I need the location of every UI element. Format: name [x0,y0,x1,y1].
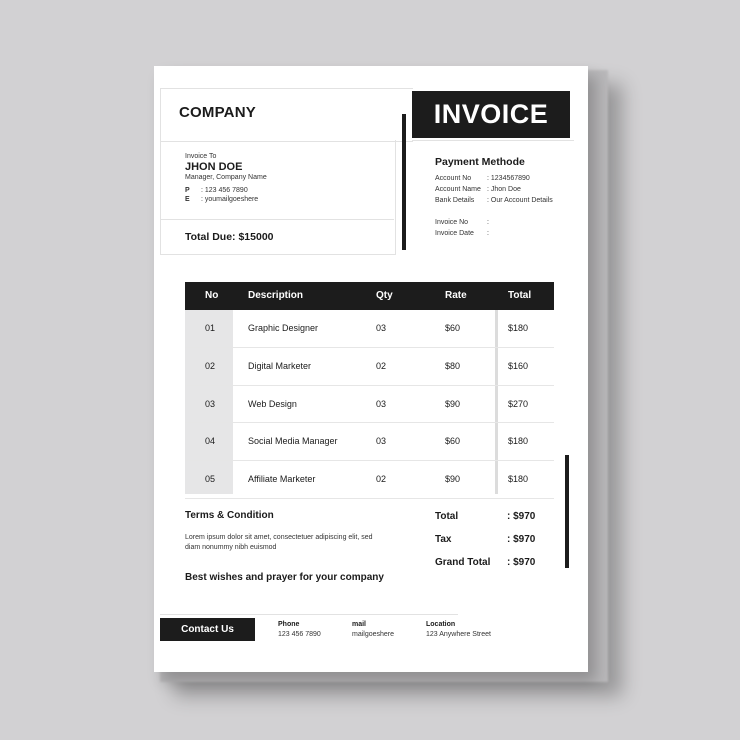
terms-text: Lorem ipsum dolor sit amet, consectetuer adipiscing elit, sed diam nonummy nibh euismod [185,534,373,551]
footer-location-label: Location [426,621,456,628]
invoice-title: INVOICE [412,91,570,138]
payment-value: : 1234567890 [487,175,530,182]
header-description: Description [248,290,304,301]
summary-grand-total-label: Grand Total [435,557,491,568]
payment-row [435,175,530,182]
payment-row [435,186,521,193]
summary-tax-value: : $970 [507,534,536,545]
header-divider [412,140,574,141]
footer-phone-label: Phone [278,621,300,628]
payment-key: Bank Details [435,197,475,204]
row-rate: $60 [445,436,461,447]
table-row [185,423,554,461]
table-header [185,282,554,310]
wishes-text: Best wishes and prayer for your company [185,572,384,583]
payment-key: Account No [435,175,472,182]
email-key: E [185,196,190,203]
row-qty: 03 [376,323,387,333]
header-no: No [205,290,219,301]
client-divider [160,219,394,220]
payment-value: : Jhon Doe [487,186,521,193]
company-name: COMPANY [179,104,256,121]
row-total: $180 [508,436,529,447]
footer-phone [278,621,321,638]
table-row [185,348,554,386]
header-qty: Qty [376,290,393,301]
invoice-date-key: Invoice Date [435,230,474,237]
footer-phone-value: 123 456 7890 [278,631,321,638]
row-description: Affiliate Marketer [248,474,316,485]
row-no: 04 [205,436,216,447]
footer-location-value: 123 Anywhere Street [426,631,491,638]
footer-mail [352,621,394,638]
invoice-date-value: : [487,230,489,237]
footer-location [426,621,491,638]
row-no: 03 [205,398,216,409]
summary-tax-label: Tax [435,534,452,545]
accent-bar-bottom [565,455,569,568]
row-no: 05 [205,474,216,485]
row-rate: $90 [445,398,461,409]
table-row [185,386,554,424]
row-no: 01 [205,323,216,333]
header-rate: Rate [445,290,467,301]
invoice-number-key: Invoice No [435,219,469,226]
invoice-number-row [435,219,489,226]
summary-grand-total-value: : $970 [507,557,536,568]
row-description: Social Media Manager [248,436,338,447]
phone-key: P [185,187,190,194]
row-total: $160 [508,360,529,371]
client-phone [185,187,248,194]
client-name: JHON DOE [185,161,243,173]
row-description: Graphic Designer [248,323,319,333]
row-total: $270 [508,398,529,409]
footer-mail-value: mailgoeshere [352,631,395,638]
payment-row [435,197,553,204]
row-total: $180 [508,323,529,333]
row-description: Digital Marketer [248,360,312,371]
invoice-date-row [435,230,489,237]
footer-mail-label: mail [352,621,367,628]
phone-value: : 123 456 7890 [201,187,248,194]
contact-us-label: Contact Us [160,618,255,641]
row-rate: $60 [445,323,461,333]
row-qty: 03 [376,436,387,447]
invoice-number-value: : [487,219,489,226]
row-rate: $80 [445,360,461,371]
invoice-to-label: Invoice To [185,153,217,160]
table-row [185,310,554,348]
row-rate: $90 [445,474,461,485]
payment-key: Account Name [435,186,481,193]
row-description: Web Design [248,398,297,409]
row-qty: 03 [376,398,387,409]
payment-title: Payment Methode [435,156,525,168]
footer-divider [160,614,458,615]
row-qty: 02 [376,360,387,371]
client-email [185,196,258,203]
total-due: Total Due: $15000 [185,231,274,243]
summary-total-label: Total [435,511,459,522]
payment-value: : Our Account Details [487,197,553,204]
invoice-page [154,66,588,672]
row-total: $180 [508,474,529,485]
terms-title: Terms & Condition [185,510,274,521]
row-no: 02 [205,360,216,371]
table-row [185,461,554,499]
accent-bar-top [402,114,406,250]
header-total: Total [508,290,532,301]
summary-total-value: : $970 [507,511,536,522]
client-role: Manager, Company Name [185,174,267,181]
email-value: : youmailgoeshere [201,196,259,203]
items-table [185,282,554,499]
row-qty: 02 [376,474,387,485]
